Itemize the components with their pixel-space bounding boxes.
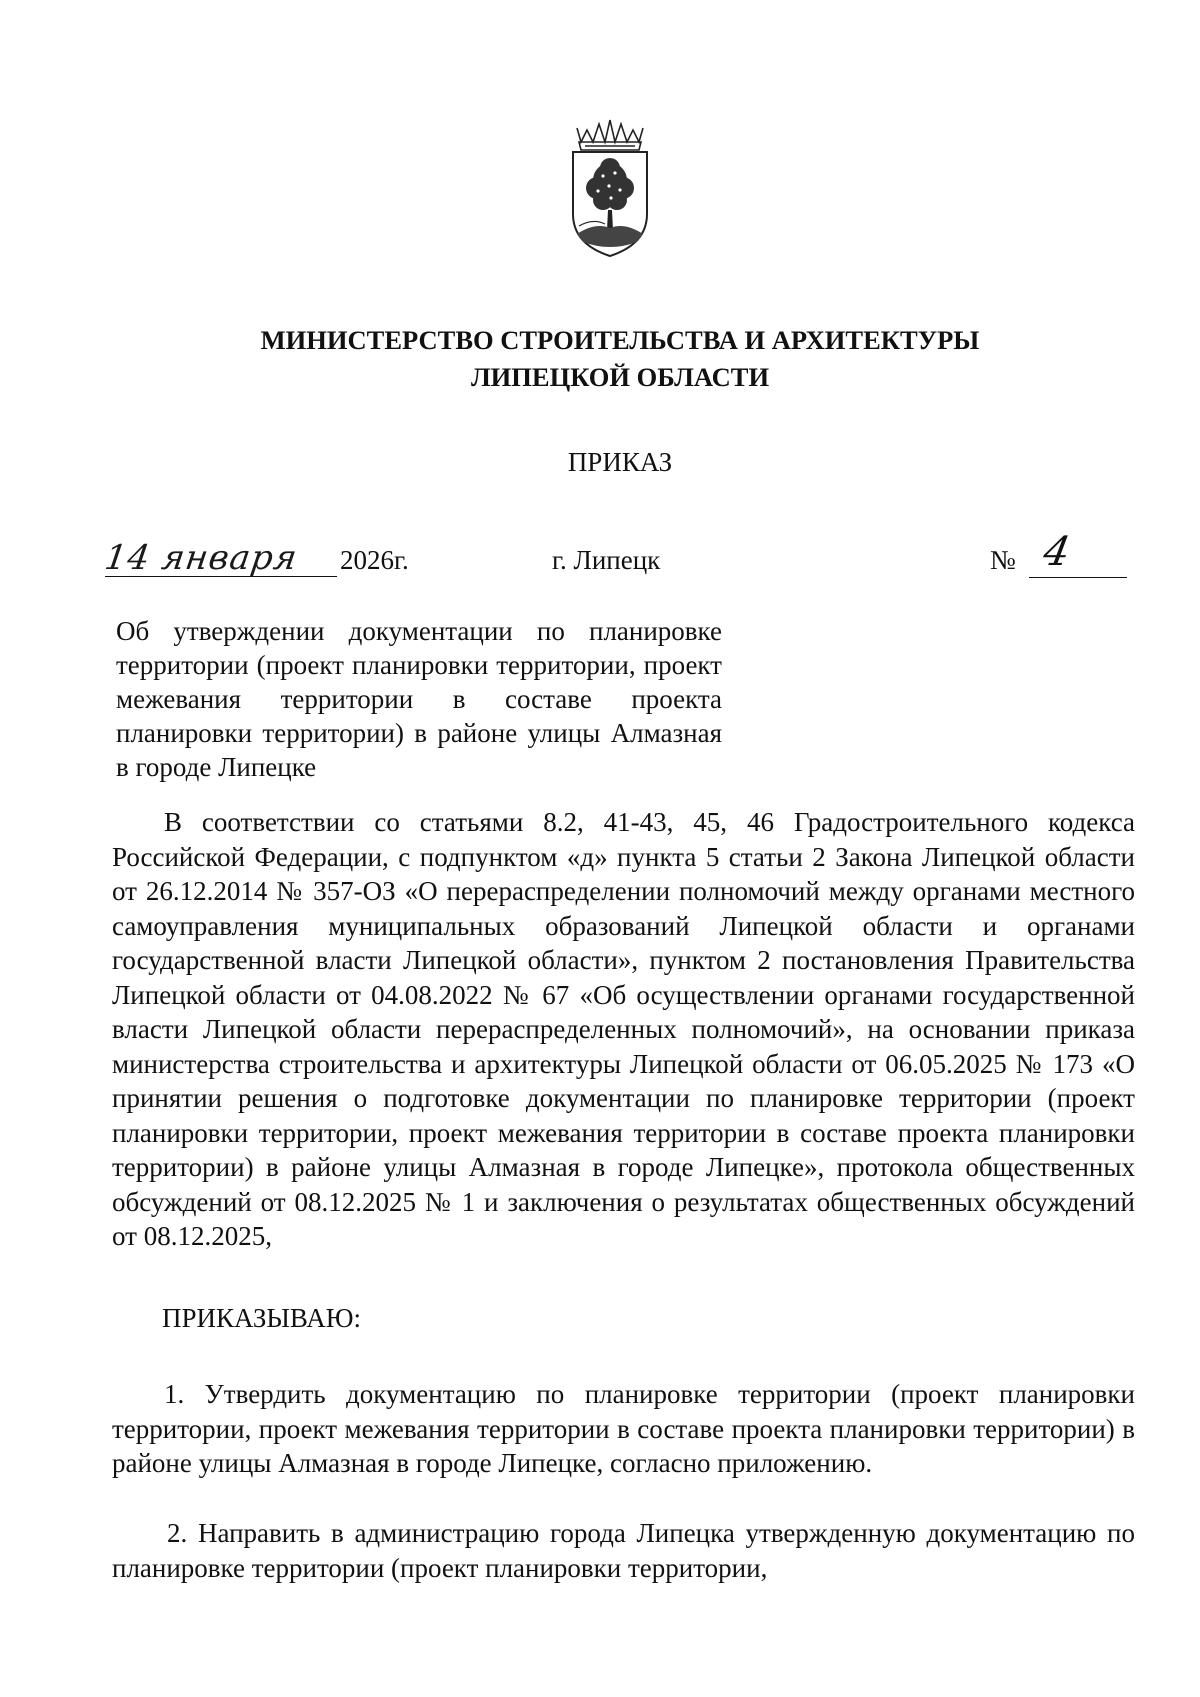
document-city: г. Липецк [552, 545, 661, 575]
document-type: ПРИКАЗ [567, 447, 673, 477]
document-number [990, 529, 1134, 584]
document-year: 2026г. [340, 545, 409, 575]
handwritten-date [102, 538, 337, 580]
date-underline [105, 576, 337, 577]
ministry-name-line-1: МИНИСТЕРСТВО СТРОИТЕЛЬСТВА И АРХИТЕКТУРЫ [260, 325, 980, 355]
order-word: ПРИКАЗЫВАЮ: [162, 1303, 361, 1333]
ministry-name-line-2: ЛИПЕЦКОЙ ОБЛАСТИ [470, 362, 770, 392]
number-label: № [990, 545, 1016, 575]
order-item-2: 2. Направить в администрацию города Липецка утвержденную документацию по планировке территории (проект планировки территории, [112, 1518, 1135, 1583]
order-item-1: 1. Утвердить документацию по планировке территории (проект планировки территории, проект межевания территории в составе проекта планировки территории) в районе улицы Алмазная в городе Липецке, согласно приложению. [112, 1379, 1135, 1478]
lipetsk-coat-of-arms-icon [565, 118, 655, 260]
document-subject: Об утверждении документации по планировке территории (проект планировки территории, проект межевания территории в составе проекта планировки территории) в районе улицы Алмазная в городе Липецке [116, 616, 722, 782]
number-underline [1029, 577, 1127, 578]
ministry-name [0, 322, 1200, 396]
handwritten-number: 4 [1039, 529, 1074, 575]
handwritten-date-text: 14 января [102, 538, 301, 578]
preamble-paragraph: В соответствии со статьями 8.2, 41-43, 45, 46 Градостроительного кодекса Российской Федерации, с подпунктом «д» пункта 5 статьи 2 Закона Липецкой области от 26.12.2014 № 357-ОЗ «О перераспределении полномочий между органами местного самоуправления муниципальных образований Липецкой области и органами государственной власти Липецкой области», пунктом 2 постановления Правительства Липецкой области от 04.08.2022 № 67 «Об осуществлении органами государственной власти Липецкой области перераспределенных полномочий», на основании приказа министерства строительства и архитектуры Липецкой области от 06.05.2025 № 173 «О принятии решения о подготовке документации по планировке территории (проект планировки территории, проект межевания территории в составе проекта планировки территории) в районе улицы Алмазная в городе Липецке», протокола общественных обсуждений от 08.12.2025 № 1 и заключения о результатах общественных обсуждений от 08.12.2025, [112, 807, 1135, 1251]
